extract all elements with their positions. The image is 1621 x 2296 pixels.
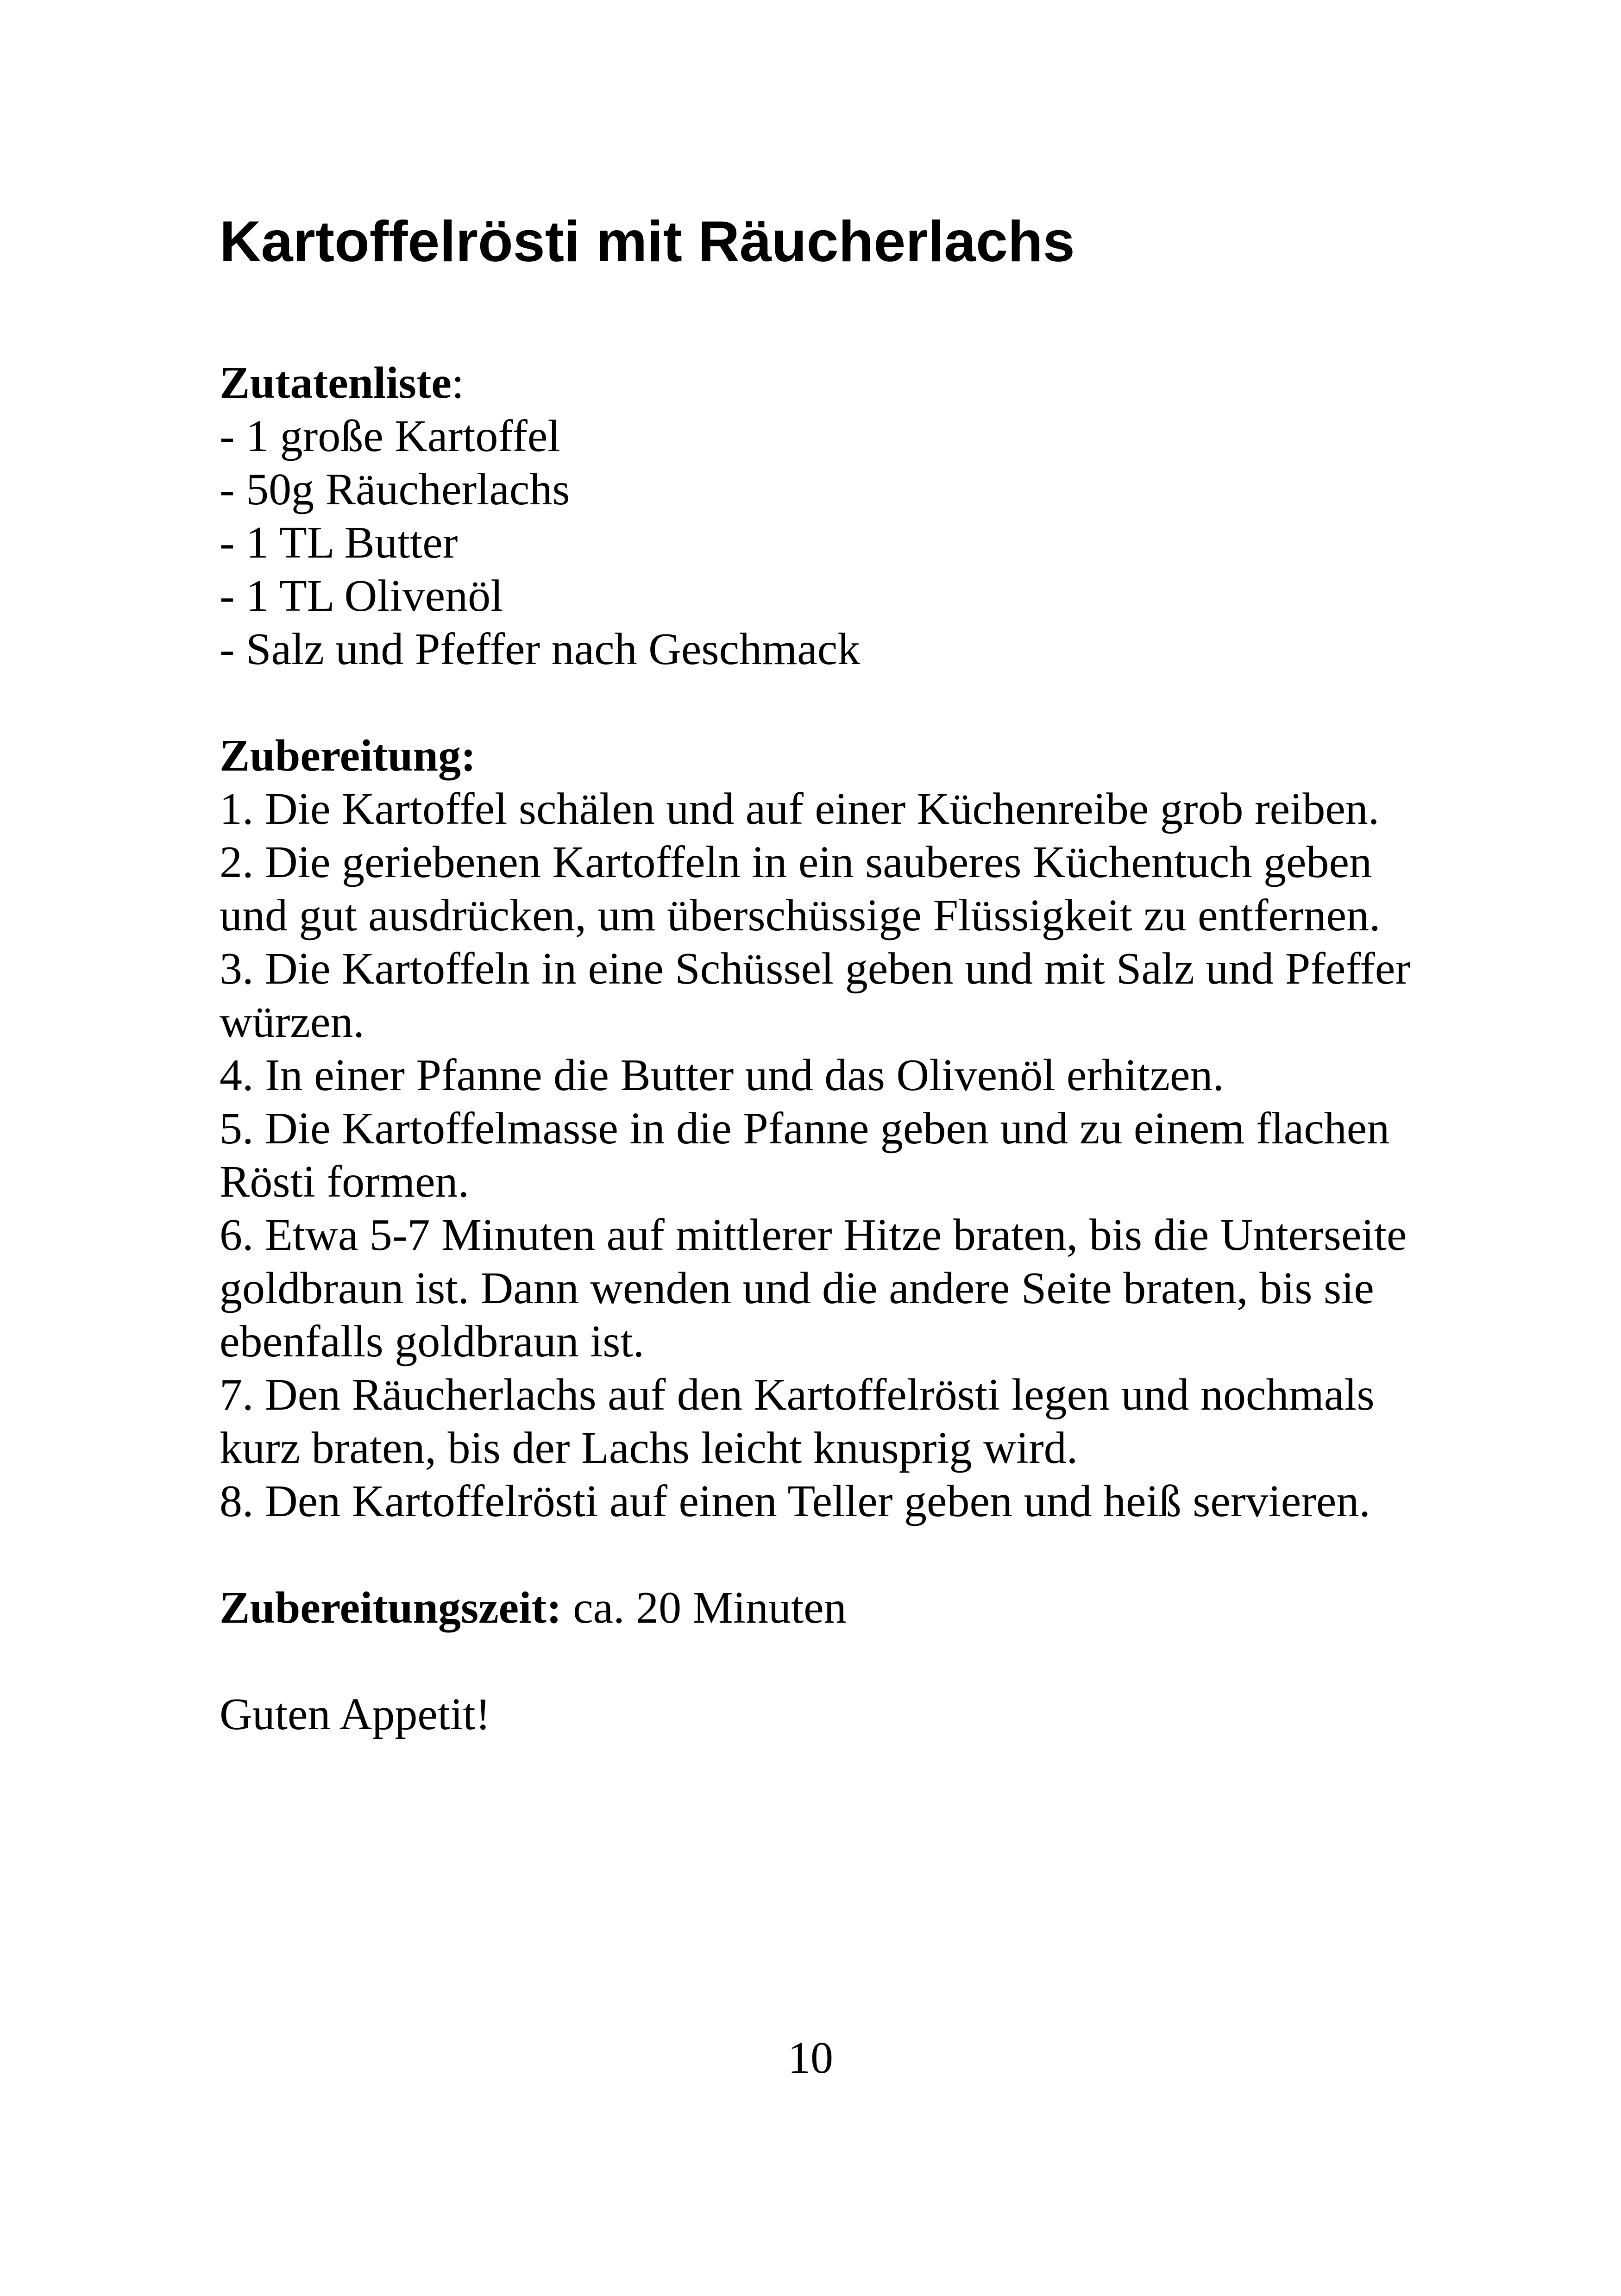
preparation-heading [220, 729, 1424, 783]
preparation-step: 1. Die Kartoffel schälen und auf einer Küchenreibe grob reiben. [220, 784, 1380, 834]
ingredient-item: - 1 große Kartoffel [220, 411, 560, 461]
prep-time [220, 1581, 1424, 1635]
ingredient-item: - 50g Räucherlachs [220, 464, 570, 514]
preparation-step: 7. Den Räucherlachs auf den Kartoffelrösti legen und nochmals kurz braten, bis der Lachs leicht knusprig wird. [220, 1370, 1375, 1473]
ingredient-item: - Salz und Pfeffer nach Geschmack [220, 624, 861, 674]
preparation-step: 8. Den Kartoffelrösti auf einen Teller geben und heiß servieren. [220, 1476, 1370, 1526]
preparation-steps [220, 783, 1424, 1528]
ingredient-item: - 1 TL Butter [220, 518, 458, 568]
ingredients-heading-label: Zutatenliste [220, 358, 452, 408]
preparation-step: 4. In einer Pfanne die Butter und das Olivenöl erhitzen. [220, 1050, 1224, 1100]
preparation-step: 6. Etwa 5-7 Minuten auf mittlerer Hitze braten, bis die Unterseite goldbraun ist. Dann wenden und die andere Seite braten, bis sie ebenfalls goldbraun ist. [220, 1210, 1407, 1367]
ingredients-heading [220, 357, 1424, 410]
ingredients-heading-colon: : [451, 358, 465, 408]
closing-line: Guten Appetit! [220, 1689, 491, 1739]
prep-time-label: Zubereitungszeit: [220, 1583, 562, 1633]
recipe-title: Kartoffelrösti mit Räucherlachs [220, 210, 1075, 274]
ingredient-item: - 1 TL Olivenöl [220, 571, 503, 621]
preparation-heading-label: Zubereitung: [220, 731, 476, 781]
ingredients-list [220, 410, 1424, 676]
recipe-body [220, 357, 1424, 1741]
page-number: 10 [788, 2033, 833, 2083]
preparation-step: 3. Die Kartoffeln in eine Schüssel geben und mit Salz und Pfeffer würzen. [220, 944, 1410, 1047]
preparation-step: 5. Die Kartoffelmasse in die Pfanne geben und zu einem flachen Rösti formen. [220, 1104, 1390, 1207]
prep-time-value: ca. 20 Minuten [561, 1583, 847, 1633]
preparation-step: 2. Die geriebenen Kartoffeln in ein sauberes Küchentuch geben und gut ausdrücken, um überschüssige Flüssigkeit zu entfernen. [220, 837, 1381, 941]
